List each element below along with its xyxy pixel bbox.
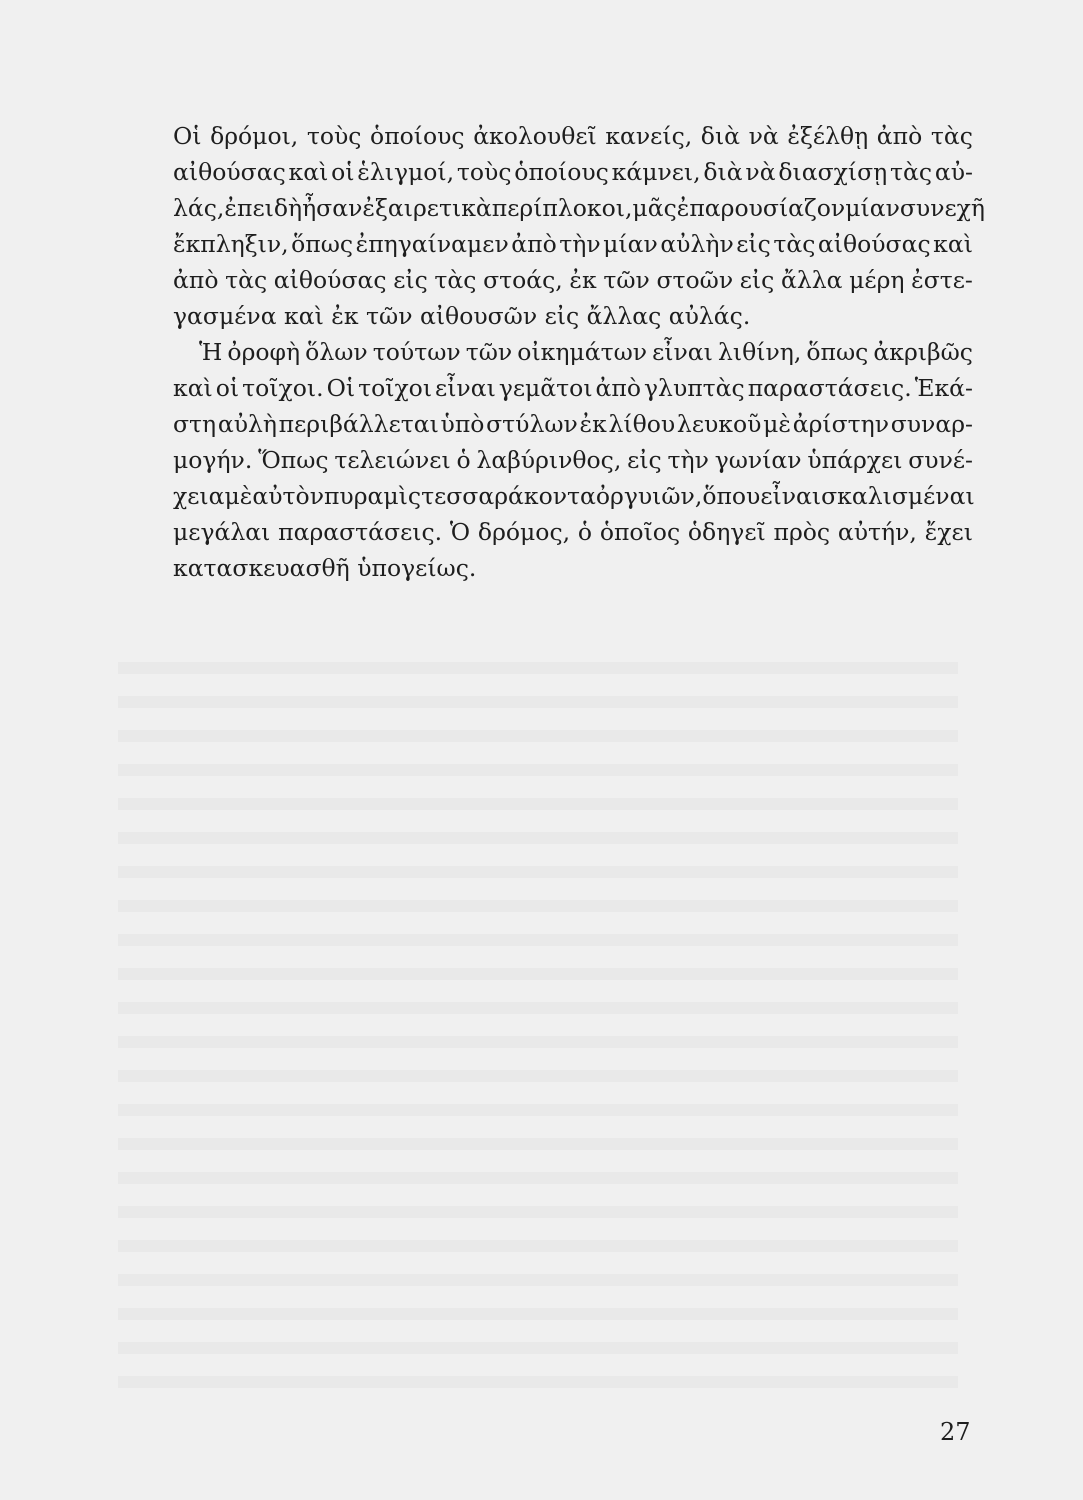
word: τεσσαράκοντα	[421, 482, 596, 510]
word: στύλων	[486, 410, 578, 438]
text-line: κατασκευασθῆ ὑπογείως.	[173, 554, 477, 582]
word: καὶ	[288, 158, 329, 186]
word: ἐξαιρετικὰ	[362, 194, 492, 222]
word: οἱ	[331, 158, 355, 186]
word: ἀκριβῶς	[873, 338, 973, 366]
word: εἰς	[739, 266, 775, 294]
word: περιβάλλεται	[278, 410, 439, 438]
word: διὰ	[703, 158, 743, 186]
word: τελειώνει	[334, 446, 451, 474]
word: τὰς	[225, 266, 268, 294]
text-line	[173, 190, 985, 226]
text-line	[173, 226, 973, 262]
word: γωνίαν	[714, 446, 802, 474]
word: Ἡ	[199, 338, 223, 366]
word: συνεχῆ	[899, 194, 985, 222]
word: εἶναι	[760, 482, 822, 510]
word: ἐπειδὴ	[224, 194, 303, 222]
word: τῶν	[465, 338, 513, 366]
word: τὰς	[773, 230, 816, 258]
word: ὅπου	[702, 482, 761, 510]
word: ἐκ	[569, 266, 597, 294]
word: μίαν	[845, 194, 900, 222]
word: συνέ-	[908, 446, 973, 474]
word: τούτων	[372, 338, 461, 366]
word: παραστάσεις.	[278, 518, 443, 546]
word: τὰς	[930, 122, 973, 150]
word: στοῶν	[656, 266, 734, 294]
word: συναρ-	[890, 410, 973, 438]
text-line	[173, 442, 973, 478]
word: ἐξέλθῃ	[787, 122, 869, 150]
text-line	[173, 154, 973, 190]
word: ἔχει	[924, 518, 973, 546]
word: ὅπως	[291, 230, 354, 258]
word: αἰθούσας	[273, 266, 387, 294]
word: ἐστε-	[911, 266, 973, 294]
word: μᾶς	[632, 194, 677, 222]
word: ὁ	[577, 518, 593, 546]
word: ἄλλα	[780, 266, 843, 294]
word: πρὸς	[773, 518, 831, 546]
word: ὑπάρχει	[807, 446, 903, 474]
word: τὴν	[559, 230, 601, 258]
word: λιθίνη,	[717, 338, 802, 366]
word: ἀπὸ	[876, 122, 923, 150]
word: κανείς,	[605, 122, 693, 150]
word: λάς,	[173, 194, 225, 222]
text-line	[173, 514, 973, 550]
show-through-text	[118, 640, 958, 1400]
word: εἰς	[393, 266, 428, 294]
word: γεμᾶτοι	[498, 374, 593, 402]
word: καὶ	[173, 374, 213, 402]
word: ἐπηγαίναμεν	[355, 230, 509, 258]
word: ἀπὸ	[511, 230, 557, 258]
word: αὐτὸν	[252, 482, 324, 510]
word: γλυπτὰς	[644, 374, 745, 402]
word: οἰκημάτων	[517, 338, 648, 366]
word: μὲ	[763, 410, 791, 438]
word: ἀπὸ	[173, 266, 219, 294]
text-line	[173, 370, 973, 406]
word: εἶναι	[435, 374, 496, 402]
word: λευκοῦ	[676, 410, 762, 438]
word: διασχίσῃ	[778, 158, 888, 186]
word: τοὺς	[306, 122, 362, 150]
word: ὁποίους	[370, 122, 465, 150]
word: Ὁ	[449, 518, 471, 546]
word: στοάς,	[483, 266, 563, 294]
word: ἔκπληξιν,	[173, 230, 289, 258]
body-text	[173, 118, 985, 586]
word: παραστάσεις.	[747, 374, 912, 402]
word: ὅπως	[806, 338, 869, 366]
word: ὁποῖος	[599, 518, 681, 546]
word: αὐλὴν	[660, 230, 734, 258]
word: αἰθούσας	[817, 230, 931, 258]
text-line	[173, 262, 973, 298]
word: μὲ	[224, 482, 253, 510]
word: τὰς	[890, 158, 933, 186]
word: τοῖχοι	[358, 374, 433, 402]
text-line	[173, 118, 973, 154]
word: πυραμὶς	[323, 482, 422, 510]
word: τὴν	[667, 446, 709, 474]
word: σκαλισμέναι	[821, 482, 975, 510]
word: ἀκολουθεῖ	[473, 122, 597, 150]
word: λίθου	[608, 410, 676, 438]
word: νὰ	[745, 158, 776, 186]
word: μέρη	[849, 266, 905, 294]
word: ὅλων	[305, 338, 368, 366]
word: αὐτήν,	[837, 518, 917, 546]
text-line: γασμένα καὶ ἐκ τῶν αἰθουσῶν εἰς ἄλλας αὐλάς.	[173, 302, 751, 330]
word: εἶναι	[652, 338, 713, 366]
word: κάμνει,	[611, 158, 701, 186]
word: ἦσαν	[302, 194, 363, 222]
word: λαβύρινθος,	[476, 446, 622, 474]
word: αὐ-	[934, 158, 973, 186]
word: αὐλὴ	[217, 410, 277, 438]
word: Ἑκά-	[914, 374, 973, 402]
word: τοῖχοι.	[242, 374, 324, 402]
word: δρόμος,	[477, 518, 571, 546]
word: οἱ	[215, 374, 240, 402]
word: ἀρίστην	[792, 410, 890, 438]
word: τὰς	[434, 266, 477, 294]
word: μογήν.	[173, 446, 253, 474]
word: ὁποίους	[514, 158, 609, 186]
word: μίαν	[603, 230, 658, 258]
word: στη	[173, 410, 217, 438]
text-line	[173, 478, 973, 514]
word: τῶν	[603, 266, 650, 294]
word: εἰς	[736, 230, 771, 258]
page-number: 27	[940, 1418, 971, 1446]
word: μεγάλαι	[173, 518, 271, 546]
word: εἰς	[627, 446, 662, 474]
word: χεια	[173, 482, 225, 510]
word: καὶ	[933, 230, 973, 258]
word: ἐπαρουσίαζον	[676, 194, 846, 222]
word: ὑπὸ	[440, 410, 485, 438]
word: Ὅπως	[258, 446, 329, 474]
word: Οἱ	[326, 374, 356, 402]
word: ἀπὸ	[595, 374, 642, 402]
word: ὁδηγεῖ	[687, 518, 766, 546]
word: τοὺς	[456, 158, 512, 186]
word: ὀροφὴ	[227, 338, 301, 366]
word: ἑλιγμοί,	[357, 158, 455, 186]
word: δρόμοι,	[210, 122, 299, 150]
word: περίπλοκοι,	[491, 194, 633, 222]
text-line	[173, 334, 973, 370]
word: ὁ	[456, 446, 471, 474]
word: διὰ	[700, 122, 741, 150]
word: αἰθούσας	[173, 158, 286, 186]
text-line	[173, 406, 973, 442]
word: Οἱ	[173, 122, 202, 150]
word: ἐκ	[579, 410, 607, 438]
word: ὀργυιῶν,	[595, 482, 703, 510]
word: νὰ	[748, 122, 779, 150]
